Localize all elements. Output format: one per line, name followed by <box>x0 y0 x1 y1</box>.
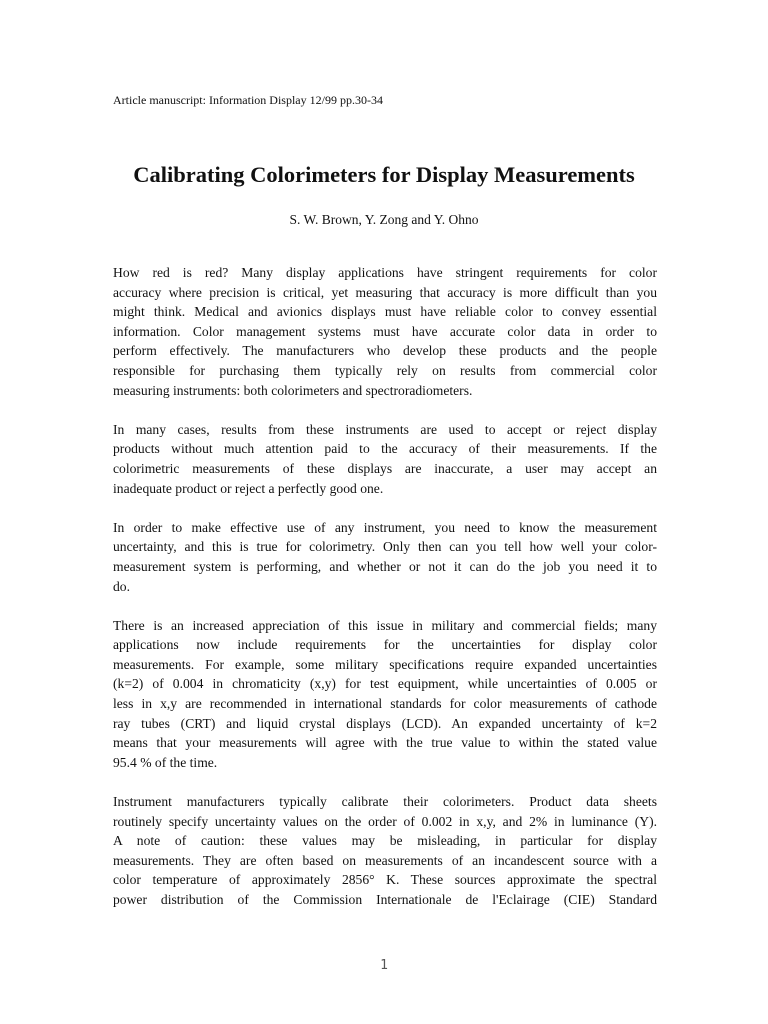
text-line: perform effectively. The manufacturers who develop these products and the people <box>113 343 657 359</box>
article-title: Calibrating Colorimeters for Display Measurements <box>133 162 635 187</box>
paragraph-3 <box>113 518 657 596</box>
text-line: A note of caution: these values may be misleading, in particular for display <box>113 833 657 849</box>
text-line: routinely specify uncertainty values on the order of 0.002 in x,y, and 2% in luminance (Y). <box>113 813 657 829</box>
text-line: 95.4 % of the time. <box>113 754 218 770</box>
page-number: 1 <box>380 958 388 973</box>
text-line: color temperature of approximately 2856° K. These sources approximate the spectral <box>113 872 657 888</box>
author-line: S. W. Brown, Y. Zong and Y. Ohno <box>289 212 479 227</box>
text-line: measurements. They are often based on measurements of an incandescent source with a <box>113 852 657 868</box>
text-line: colorimetric measurements of these displays are inaccurate, a user may accept an <box>113 460 657 476</box>
text-line: uncertainty, and this is true for colorimetry. Only then can you tell how well your color- <box>113 539 657 555</box>
text-line: How red is red? Many display applications have stringent requirements for color <box>113 265 657 280</box>
paragraph-5 <box>113 792 657 910</box>
text-line: less in x,y are recommended in international standards for color measurements of cathode <box>113 696 657 712</box>
text-line: In order to make effective use of any instrument, you need to know the measurement <box>113 519 657 535</box>
text-line: measurement system is performing, and whether or not it can do the job you need it to <box>113 558 657 574</box>
text-line: There is an increased appreciation of this issue in military and commercial fields; many <box>113 617 657 633</box>
text-line: In many cases, results from these instruments are used to accept or reject display <box>113 421 657 437</box>
text-line: applications now include requirements for the uncertainties for display color <box>113 637 657 653</box>
text-line: responsible for purchasing them typically rely on results from commercial color <box>113 362 657 378</box>
article-body <box>113 263 657 929</box>
paragraph-1 <box>113 263 657 400</box>
text-line: ray tubes (CRT) and liquid crystal displays (LCD). An expanded uncertainty of k=2 <box>113 715 657 731</box>
text-line: information. Color management systems must have accurate color data in order to <box>113 323 657 339</box>
text-line: measurements. For example, some military specifications require expanded uncertainties <box>113 656 657 672</box>
manuscript-note: Article manuscript: Information Display 12/99 pp.30-34 <box>113 93 383 107</box>
text-line: products without much attention paid to the accuracy of their measurements. If the <box>113 441 657 457</box>
text-line: accuracy where precision is critical, yet measuring that accuracy is more difficult than you <box>113 284 657 300</box>
text-line: means that your measurements will agree with the true value to within the stated value <box>113 735 657 751</box>
text-line: measuring instruments: both colorimeters and spectroradiometers. <box>113 382 473 398</box>
text-line: do. <box>113 578 130 594</box>
text-line: might think. Medical and avionics displays must have reliable color to convey essential <box>113 304 657 320</box>
text-line: power distribution of the Commission Internationale de l'Eclairage (CIE) Standard <box>113 892 657 907</box>
text-line: inadequate product or reject a perfectly good one. <box>113 480 384 496</box>
paragraph-4 <box>113 616 657 773</box>
text-line: (k=2) of 0.004 in chromaticity (x,y) for test equipment, while uncertainties of 0.005 or <box>113 676 657 692</box>
text-line: Instrument manufacturers typically calibrate their colorimeters. Product data sheets <box>113 794 657 810</box>
paragraph-2 <box>113 420 657 498</box>
